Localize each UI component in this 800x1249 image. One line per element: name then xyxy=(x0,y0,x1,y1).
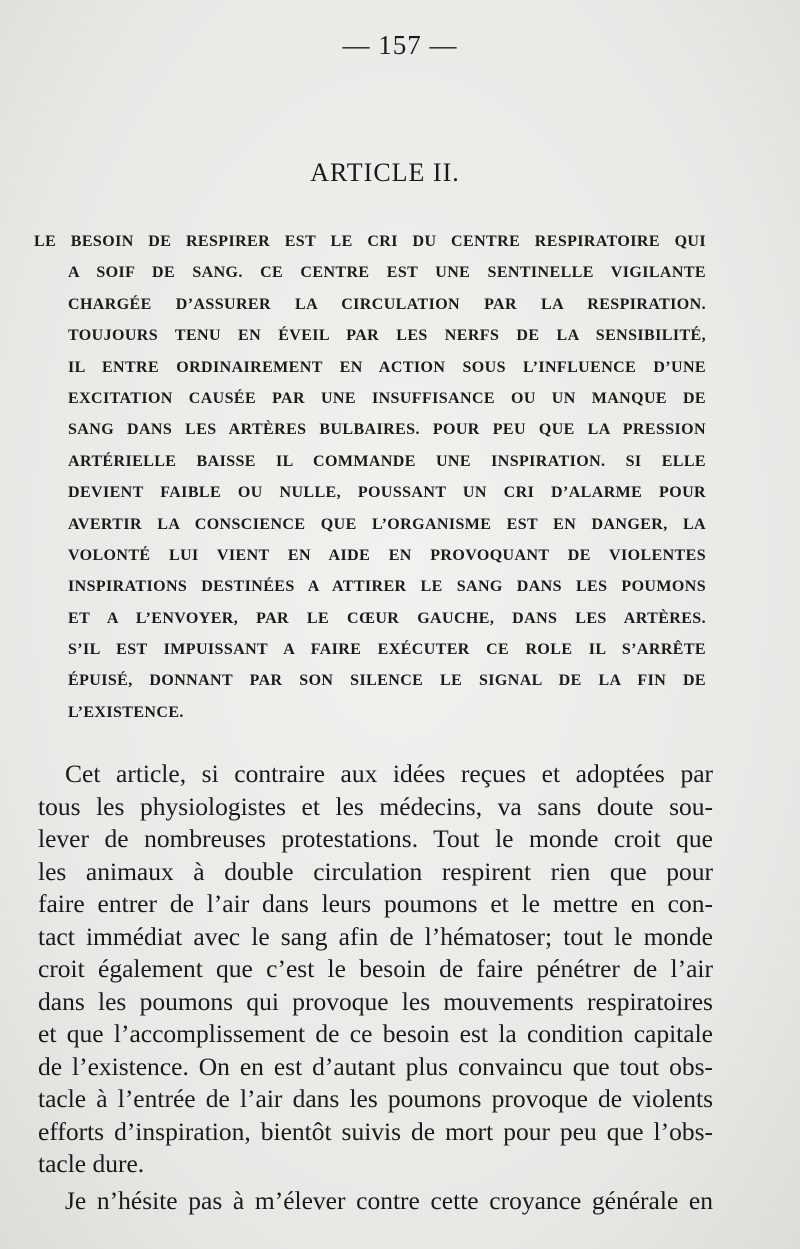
body-line: les animaux à double circulation respirent rien que pour xyxy=(38,856,713,886)
body-line: de l’existence. On en est d’autant plus convaincu que tout obs- xyxy=(38,1051,713,1081)
summary-line: ARTÉRIELLE BAISSE IL COMMANDE UNE INSPIRATION. SI ELLE xyxy=(68,452,706,470)
body-line: tacle dure. xyxy=(38,1149,145,1178)
body-line: tact immédiat avec le sang afin de l’hématoser; tout le monde xyxy=(38,921,713,951)
summary-line: S’IL EST IMPUISSANT A FAIRE EXÉCUTER CE ROLE IL S’ARRÊTE xyxy=(68,641,706,659)
summary-line: VOLONTÉ LUI VIENT EN AIDE EN PROVOQUANT DE VIOLENTES xyxy=(68,546,706,564)
summary-line: ÉPUISÉ, DONNANT PAR SON SILENCE LE SIGNAL DE LA FIN DE xyxy=(68,672,706,690)
summary-line: IL ENTRE ORDINAIREMENT EN ACTION SOUS L’INFLUENCE D’UNE xyxy=(68,358,706,376)
article-summary xyxy=(34,226,706,728)
body-line: dans les poumons qui provoque les mouvements respiratoires xyxy=(38,986,713,1016)
summary-line: INSPIRATIONS DESTINÉES A ATTIRER LE SANG DANS LES POUMONS xyxy=(68,578,706,596)
body-line: Cet article, si contraire aux idées reçues et adoptées par xyxy=(65,759,713,788)
body-line: et que l’accomplissement de ce besoin est la condition capitale xyxy=(38,1019,713,1048)
body-line: tacle à l’entrée de l’air dans les poumons provoque de violents xyxy=(38,1084,713,1113)
summary-line: CHARGÉE D’ASSURER LA CIRCULATION PAR LA RESPIRATION. xyxy=(68,295,706,313)
body-line: faire entrer de l’air dans leurs poumons et le mettre en con- xyxy=(38,889,713,918)
summary-line: SANG DANS LES ARTÈRES BULBAIRES. POUR PEU QUE LA PRESSION xyxy=(68,421,706,439)
summary-line: LE BESOIN DE RESPIRER EST LE CRI DU CENTRE RESPIRATOIRE QUI xyxy=(34,233,706,250)
summary-line: AVERTIR LA CONSCIENCE QUE L’ORGANISME EST EN DANGER, LA xyxy=(68,515,706,533)
body-line: croit également que c’est le besoin de faire pénétrer de l’air xyxy=(38,954,713,983)
summary-line: L’EXISTENCE. xyxy=(68,703,184,721)
body-line: tous les physiologistes et les médecins, va sans doute sou- xyxy=(38,791,713,821)
summary-line: EXCITATION CAUSÉE PAR UNE INSUFFISANCE OU UN MANQUE DE xyxy=(68,389,706,407)
body-line: lever de nombreuses protestations. Tout le monde croit que xyxy=(38,824,713,853)
summary-line: ET A L’ENVOYER, PAR LE CŒUR GAUCHE, DANS LES ARTÈRES. xyxy=(68,609,706,627)
article-title: ARTICLE II. xyxy=(310,158,460,187)
summary-line: DEVIENT FAIBLE OU NULLE, POUSSANT UN CRI D’ALARME POUR xyxy=(68,484,706,502)
summary-line: TOUJOURS TENU EN ÉVEIL PAR LES NERFS DE LA SENSIBILITÉ, xyxy=(68,327,706,345)
page-number: — 157 — xyxy=(342,30,458,60)
body-line: efforts d’inspiration, bientôt suivis de mort pour peu que l’obs- xyxy=(38,1116,713,1146)
body-line: Je n’hésite pas à m’élever contre cette croyance générale en xyxy=(65,1185,713,1215)
summary-line: A SOIF DE SANG. CE CENTRE EST UNE SENTINELLE VIGILANTE xyxy=(68,264,706,282)
body-paragraphs xyxy=(38,758,713,1217)
